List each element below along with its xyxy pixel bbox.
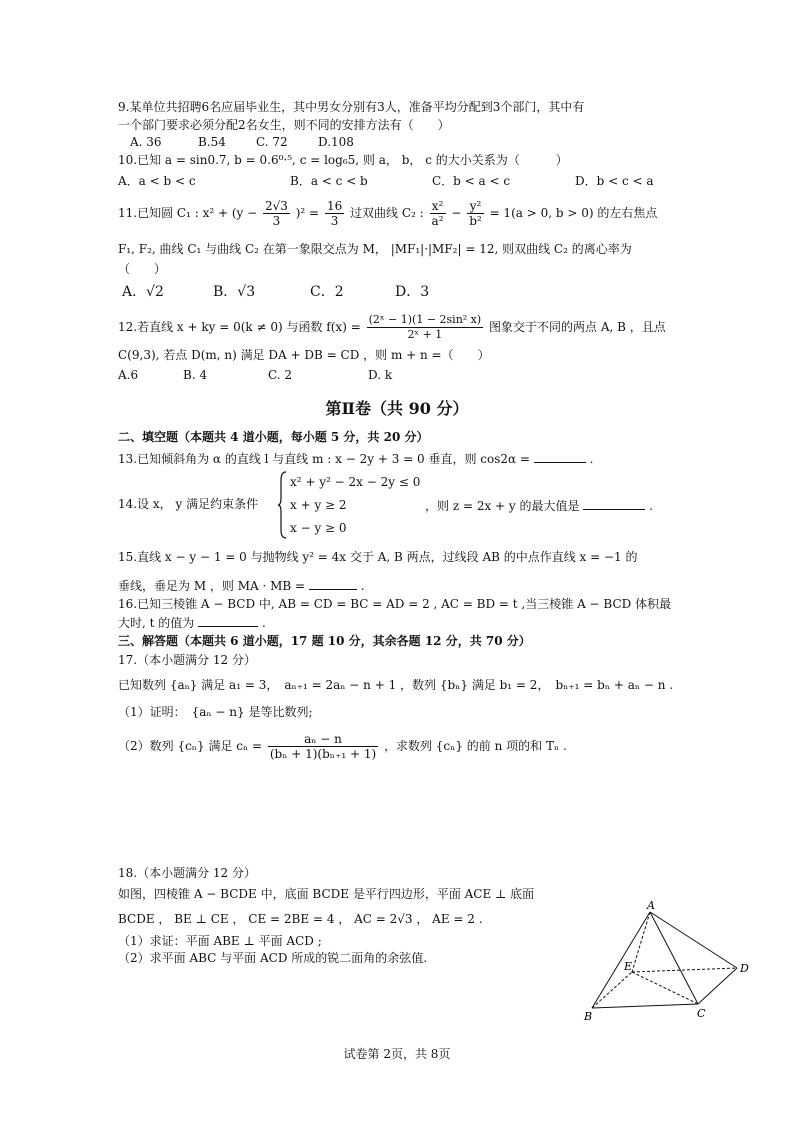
q12-option-d: D. k — [368, 368, 393, 382]
edge-ec — [632, 972, 698, 1004]
q14-tail-line — [425, 497, 653, 514]
label-c: C — [697, 1007, 706, 1020]
q14-tail: ，则 z = 2x + y 的最大值是 — [425, 499, 580, 513]
q11-frac3 — [430, 199, 446, 228]
q11-frac3-den: a² — [431, 214, 444, 228]
q9-line2: 一个部门要求必须分配2名女生，则不同的安排方法有（ ） — [118, 118, 450, 132]
q11-option-c: C．2 — [310, 284, 344, 300]
q11-frac1 — [263, 199, 290, 228]
edge-ae — [632, 912, 650, 972]
q11-option-a: A．√2 — [122, 284, 164, 300]
q11-frac3-num: x² — [430, 199, 446, 214]
q17-frac-num: aₙ − n — [268, 732, 378, 747]
edge-cd — [698, 968, 737, 1004]
solve-heading: 三、解答题（本题共 6 道小题，17 题 10 分，其余各题 12 分，共 70 分） — [118, 634, 531, 648]
q12-frac-den: 2ˣ + 1 — [407, 328, 443, 341]
q11-mid: 过双曲线 C₂ : — [350, 206, 424, 220]
q11-frac1-den: 3 — [272, 214, 281, 228]
q13-line — [118, 450, 593, 467]
edge-ac — [650, 912, 698, 1004]
pyramid-figure — [580, 900, 760, 1025]
q12-tail: 图象交于不同的两点 A, B ，且点 — [489, 320, 666, 334]
q14-brace — [278, 470, 288, 540]
q18-line1: 如图，四棱锥 A − BCDE 中，底面 BCDE 是平行四边形，平面 ACE ⊥ 底面 — [118, 887, 535, 901]
edge-ad — [650, 912, 737, 968]
label-e: E — [624, 960, 633, 973]
q11-prefix: 11.已知圆 C₁ : x² + (y − — [118, 206, 258, 220]
page-footer: 试卷第 2页，共 8页 — [343, 1047, 451, 1061]
q13-text: 13.已知倾斜角为 α 的直线 l 与直线 m : x − 2y + 3 = 0 垂直，则 cos2α = — [118, 452, 530, 466]
label-b: B — [584, 1010, 593, 1023]
q12-line1 — [118, 310, 666, 344]
q16-line2 — [118, 614, 266, 631]
q17-part1: （1）证明： {aₙ − n} 是等比数列; — [118, 705, 313, 719]
q13-answer-blank[interactable] — [534, 450, 586, 463]
q11-line3: （ ） — [118, 262, 167, 276]
q12-frac — [367, 313, 484, 342]
q12-frac-num: (2ˣ − 1)(1 − 2sin² x) — [368, 313, 482, 326]
q16-line1: 16.已知三棱锥 A − BCD 中, AB = CD = BC = AD = 2 , AC = BD = t ,当三棱锥 A − BCD 体积最 — [118, 597, 672, 611]
edge-be — [592, 972, 632, 1008]
q11-option-b: B．√3 — [213, 284, 256, 300]
fill-blank-heading: 二、填空题（本题共 4 道小题，每小题 5 分，共 20 分） — [118, 430, 429, 444]
q15-line1: 15.直线 x − y − 1 = 0 与抛物线 y² = 4x 交于 A, B 两点，过线段 AB 的中点作直线 x = −1 的 — [118, 550, 638, 564]
q17-part2-tail: ，求数列 {cₙ} 的前 n 项的和 Tₙ . — [383, 739, 567, 753]
q16-end: . — [261, 616, 266, 630]
label-a: A — [647, 900, 655, 912]
q9-option-d: D.108 — [318, 135, 354, 149]
q18-header: 18.（本小题满分 12 分） — [118, 866, 256, 880]
q11-frac4-den: b² — [469, 214, 482, 228]
q11-line2: F₁, F₂, 曲线 C₁ 与曲线 C₂ 在第一象限交点为 M， |MF₁|·|MF₂| = 12, 则双曲线 C₂ 的离心率为 — [118, 242, 632, 256]
q17-frac-den: (bₙ + 1)(bₙ₊₁ + 1) — [269, 747, 377, 761]
edge-ed — [632, 968, 737, 972]
q11-frac2-num: 16 — [326, 199, 343, 213]
edge-bc — [592, 1004, 698, 1008]
q12-line2: C(9,3), 若点 D(m, n) 满足 DA + DB = CD ，则 m + n =（ ） — [118, 348, 490, 362]
q14-answer-blank[interactable] — [583, 497, 645, 510]
q11-frac1-num: 2√3 — [264, 199, 288, 213]
q12-option-a: A.6 — [118, 368, 139, 382]
q14-constraint-3: x − y ≥ 0 — [290, 521, 347, 535]
q12-prefix: 12.若直线 x + ky = 0(k ≠ 0) 与函数 f(x) = — [118, 320, 361, 334]
label-d: D — [740, 962, 749, 975]
q12-option-b: B. 4 — [183, 368, 208, 382]
q11-frac2 — [325, 199, 344, 228]
q9-option-a: A. 36 — [130, 135, 162, 149]
q10-option-d: D．b < c < a — [575, 174, 654, 188]
q11-eq: )² = — [295, 206, 320, 220]
q17-part2-prefix: （2）数列 {cₙ} 满足 cₙ = — [118, 739, 263, 753]
q9-option-c: C. 72 — [256, 135, 288, 149]
q14-constraint-2: x + y ≥ 2 — [290, 498, 347, 512]
q17-line1: 已知数列 {aₙ} 满足 a₁ = 3， aₙ₊₁ = 2aₙ − n + 1 ，数列 {bₙ} 满足 b₁ = 2， bₙ₊₁ = bₙ + aₙ − n . — [118, 678, 674, 692]
q17-header: 17.（本小题满分 12 分） — [118, 653, 256, 667]
q10-option-b: B．a < c < b — [290, 174, 368, 188]
q15-answer-blank[interactable] — [309, 577, 357, 590]
q14-constraint-1: x² + y² − 2x − 2y ≤ 0 — [290, 475, 421, 489]
q12-option-c: C. 2 — [268, 368, 293, 382]
q15-end: . — [360, 579, 365, 593]
q11-frac4 — [467, 199, 484, 228]
q16-text: 大时, t 的值为 — [118, 616, 195, 630]
q11-frac4-num: y² — [467, 199, 484, 214]
q11-tail: = 1(a > 0, b > 0) 的左右焦点 — [489, 206, 658, 220]
q17-part2 — [118, 728, 567, 764]
edge-ab — [592, 912, 650, 1008]
q15-line2 — [118, 577, 365, 594]
q9-line1: 9.某单位共招聘6名应届毕业生，其中男女分别有3人，准备平均分配到3个部门，其中有 — [118, 100, 585, 114]
q17-frac — [268, 732, 378, 761]
q11-frac2-den: 3 — [330, 214, 339, 228]
q15-text: 垂线，垂足为 M ，则 MA · MB = — [118, 579, 306, 593]
q11-minus: − — [451, 206, 462, 220]
q11-option-d: D．3 — [395, 284, 430, 300]
q9-option-b: B.54 — [198, 135, 226, 149]
q14-prefix: 14.设 x， y 满足约束条件 — [118, 497, 259, 511]
q16-answer-blank[interactable] — [198, 614, 258, 627]
q18-part2: （2）求平面 ABC 与平面 ACD 所成的锐二面角的余弦值. — [118, 951, 428, 965]
q10-option-a: A．a < b < c — [118, 174, 196, 188]
q10-option-c: C．b < a < c — [432, 174, 511, 188]
section-title: 第Ⅱ卷（共 90 分） — [325, 399, 469, 418]
q10-line1: 10.已知 a = sin0.7, b = 0.6⁰·⁵, c = log₆5, 则 a， b， c 的大小关系为（ ） — [118, 153, 568, 167]
q18-part1: （1）求证：平面 ABE ⊥ 平面 ACD ; — [118, 934, 322, 948]
q11-line1 — [118, 196, 657, 230]
q18-line2: BCDE ， BE ⊥ CE ， CE = 2BE = 4 ， AC = 2√3 ， AE = 2 . — [118, 912, 483, 926]
q14-end: . — [649, 499, 653, 513]
q13-end: . — [589, 452, 594, 466]
